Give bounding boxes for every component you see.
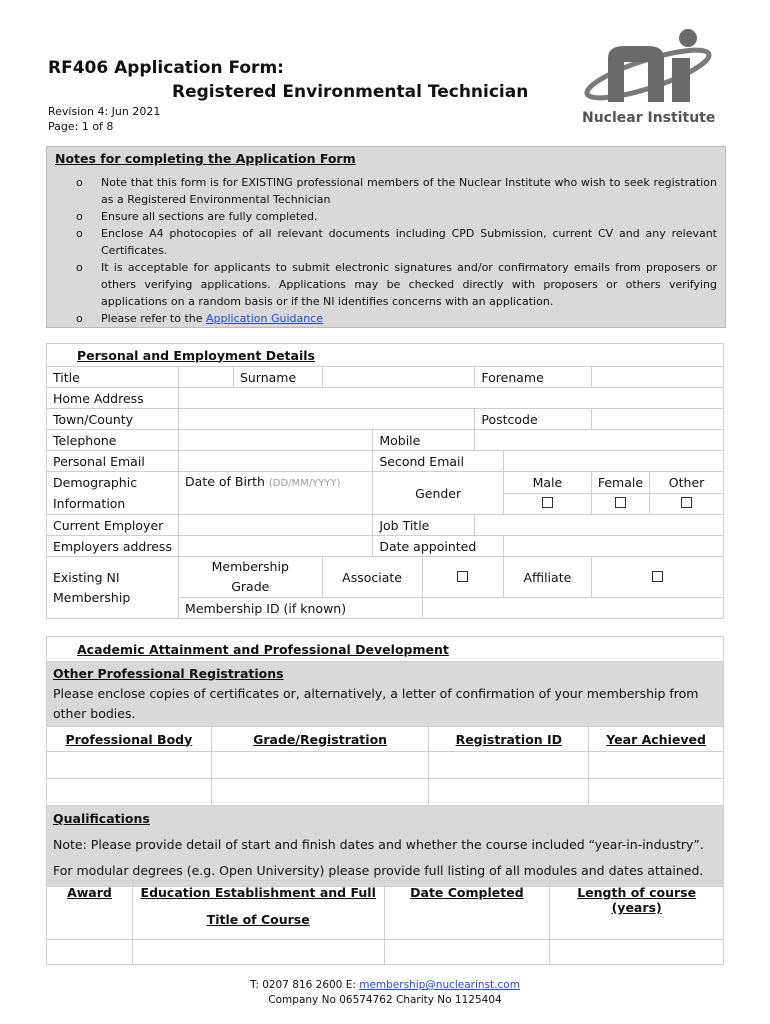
membership-id-field[interactable] xyxy=(422,598,723,619)
footer xyxy=(0,978,770,1008)
bullet: o xyxy=(76,210,83,223)
col-year-achieved: Year Achieved xyxy=(589,727,724,752)
job-title-field[interactable] xyxy=(475,515,724,536)
col-grade-registration: Grade/Registration xyxy=(211,727,429,752)
note-text: Note that this form is for EXISTING professional members of the Nuclear Institute who wish to seek registration as a Registered Environmental Technician xyxy=(101,176,717,206)
qualifications-heading: Qualifications xyxy=(53,811,150,826)
postcode-field[interactable] xyxy=(591,409,723,430)
bullet: o xyxy=(76,261,83,274)
female-checkbox-cell xyxy=(591,493,649,515)
town-county-field[interactable] xyxy=(179,409,475,430)
col-length-of-course: Length of course (years) xyxy=(550,881,724,940)
nuclear-institute-logo xyxy=(578,28,728,128)
revision-info xyxy=(48,104,160,134)
employers-address-field[interactable] xyxy=(179,536,373,557)
bullet: o xyxy=(76,227,83,240)
academic-heading: Academic Attainment and Professional Development xyxy=(77,641,449,657)
membership-grade-label xyxy=(179,557,322,598)
gender-label: Gender xyxy=(373,472,504,515)
table-row xyxy=(47,752,724,779)
telephone-field[interactable] xyxy=(179,430,373,451)
employers-address-label: Employers address xyxy=(47,536,179,557)
existing-ni-label xyxy=(47,557,179,619)
registration-cell[interactable] xyxy=(429,752,589,779)
second-email-field[interactable] xyxy=(503,451,723,472)
notes-heading: Notes for completing the Application Form xyxy=(55,151,356,166)
job-title-label: Job Title xyxy=(373,515,475,536)
col-registration-id: Registration ID xyxy=(429,727,589,752)
revision-text: Revision 4: Jun 2021 xyxy=(48,105,161,118)
demographic-line: Demographic xyxy=(53,475,138,490)
forename-field[interactable] xyxy=(591,367,723,388)
home-address-field[interactable] xyxy=(179,388,724,409)
current-employer-field[interactable] xyxy=(179,515,373,536)
note-text: It is acceptable for applicants to submit electronic signatures and/or confirmatory emails from proposers or others verifying applications. Applications may be checked directly with proposers or others verifying applications on a random basis or if the NI identifies concerns with an application. xyxy=(101,261,717,308)
logo-text: Nuclear Institute xyxy=(582,110,716,126)
existing-ni-line: Existing NI xyxy=(53,569,120,585)
date-appointed-label: Date appointed xyxy=(373,536,504,557)
registration-cell[interactable] xyxy=(47,752,212,779)
mobile-label: Mobile xyxy=(373,430,475,451)
list-item xyxy=(47,174,725,208)
qualifications-note-2: For modular degrees (e.g. Open University) please provide full listing of all modules and dates attained. xyxy=(53,863,704,878)
notes-section xyxy=(46,146,726,328)
membership-email-link[interactable]: membership@nuclearinst.com xyxy=(359,979,520,991)
registration-cell[interactable] xyxy=(211,779,429,806)
second-email-label: Second Email xyxy=(373,451,504,472)
title-field[interactable] xyxy=(179,367,234,388)
qualification-cell[interactable] xyxy=(384,940,550,965)
telephone-label: Telephone xyxy=(47,430,179,451)
note-text: Enclose A4 photocopies of all relevant documents including CPD Submission, current CV and any relevant Certificates. xyxy=(101,227,717,257)
demographic-label xyxy=(47,472,179,515)
list-item xyxy=(47,310,725,327)
affiliate-label: Affiliate xyxy=(503,557,591,598)
col-education-line: Education Establishment and Full xyxy=(140,885,376,900)
dob-label: Date of Birth xyxy=(185,474,269,489)
personal-heading: Personal and Employment Details xyxy=(77,347,315,363)
female-checkbox[interactable] xyxy=(615,497,626,508)
mobile-field[interactable] xyxy=(475,430,724,451)
associate-checkbox-cell xyxy=(422,557,503,598)
col-education-line: Title of Course xyxy=(206,912,310,927)
postcode-label: Postcode xyxy=(475,409,591,430)
male-checkbox-cell xyxy=(503,493,591,515)
other-registrations-heading: Other Professional Registrations xyxy=(53,666,284,681)
surname-label: Surname xyxy=(233,367,322,388)
home-address-label: Home Address xyxy=(47,388,179,409)
other-label: Other xyxy=(650,472,724,494)
personal-email-field[interactable] xyxy=(179,451,373,472)
page-number: Page: 1 of 8 xyxy=(48,120,114,133)
qualifications-note-1: Note: Please provide detail of start and finish dates and whether the course included “year-in-industry”. xyxy=(53,837,704,852)
col-award: Award xyxy=(47,881,133,940)
ni-logo-icon xyxy=(578,28,728,108)
table-row xyxy=(47,940,724,965)
registration-cell[interactable] xyxy=(211,752,429,779)
surname-field[interactable] xyxy=(322,367,475,388)
footer-contact-text: T: 0207 816 2600 E: xyxy=(250,979,360,991)
associate-label: Associate xyxy=(322,557,422,598)
title-label: Title xyxy=(47,367,179,388)
male-label: Male xyxy=(503,472,591,494)
col-professional-body: Professional Body xyxy=(47,727,212,752)
list-item xyxy=(47,208,725,225)
footer-company: Company No 06574762 Charity No 1125404 xyxy=(268,994,502,1006)
registration-cell[interactable] xyxy=(429,779,589,806)
form-subtitle: Registered Environmental Technician xyxy=(172,82,529,102)
col-date-completed: Date Completed xyxy=(384,881,550,940)
qualification-cell[interactable] xyxy=(550,940,724,965)
existing-ni-line: Membership xyxy=(53,589,131,605)
associate-checkbox[interactable] xyxy=(457,571,468,582)
form-title: RF406 Application Form: xyxy=(48,58,284,78)
other-registrations-note: Please enclose copies of certificates or, alternatively, a letter of confirmation of your membership from other bodies. xyxy=(53,686,699,721)
affiliate-checkbox-cell xyxy=(591,557,723,598)
other-checkbox[interactable] xyxy=(681,497,692,508)
forename-label: Forename xyxy=(475,367,591,388)
notes-list xyxy=(47,174,725,327)
list-item xyxy=(47,259,725,310)
qualification-cell[interactable] xyxy=(132,940,384,965)
col-education-establishment xyxy=(132,881,384,940)
personal-details-table xyxy=(46,343,724,619)
other-checkbox-cell xyxy=(650,493,724,515)
membership-grade-line: Membership xyxy=(211,559,289,574)
dob-hint: (DD/MM/YYYY) xyxy=(268,478,341,489)
registration-cell[interactable] xyxy=(589,752,724,779)
dob-field[interactable] xyxy=(179,472,373,515)
female-label: Female xyxy=(591,472,649,494)
list-item xyxy=(47,225,725,259)
note-text: Ensure all sections are fully completed. xyxy=(101,210,318,223)
footer-contact xyxy=(0,978,770,993)
date-appointed-field[interactable] xyxy=(503,536,723,557)
demographic-line: Information xyxy=(53,496,126,511)
qualifications-table xyxy=(46,880,724,965)
registration-cell[interactable] xyxy=(589,779,724,806)
registration-cell[interactable] xyxy=(47,779,212,806)
town-county-label: Town/County xyxy=(47,409,179,430)
application-guidance-link[interactable]: Application Guidance xyxy=(206,312,324,325)
current-employer-label: Current Employer xyxy=(47,515,179,536)
membership-grade-line: Grade xyxy=(231,579,270,594)
note-text: Please refer to the xyxy=(101,312,206,325)
bullet: o xyxy=(76,176,83,189)
academic-table xyxy=(46,636,724,887)
male-checkbox[interactable] xyxy=(542,497,553,508)
membership-id-label: Membership ID (if known) xyxy=(179,598,423,619)
qualification-cell[interactable] xyxy=(47,940,133,965)
affiliate-checkbox[interactable] xyxy=(652,571,663,582)
table-row xyxy=(47,779,724,806)
personal-email-label: Personal Email xyxy=(47,451,179,472)
bullet: o xyxy=(76,312,83,325)
